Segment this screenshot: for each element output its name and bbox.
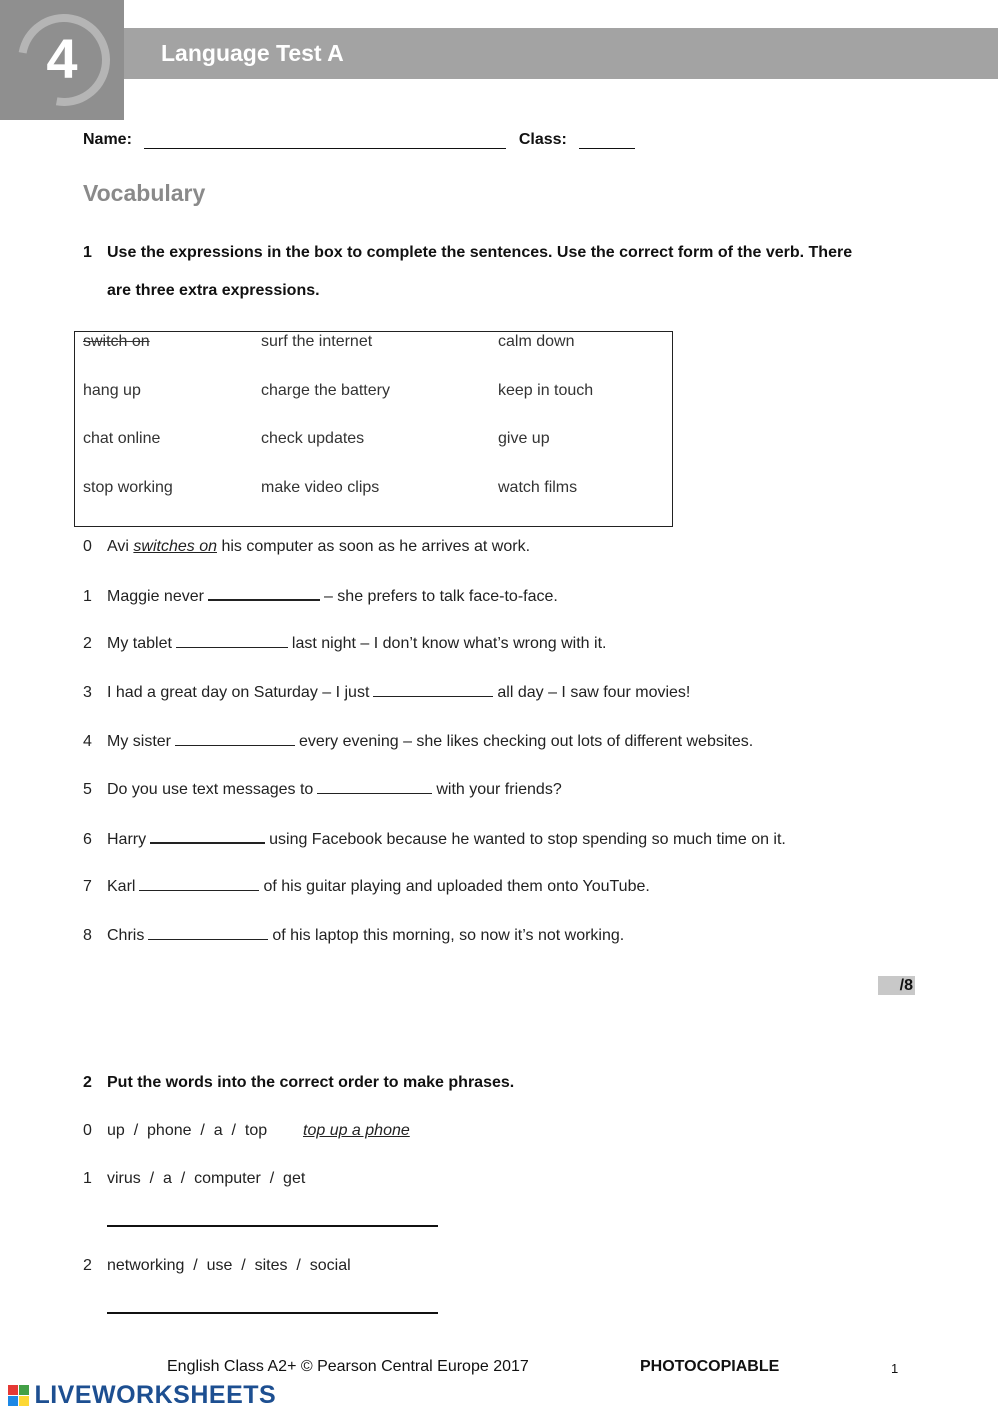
word-box-item: keep in touch — [498, 382, 594, 399]
name-field[interactable] — [144, 132, 506, 149]
item-text-after: – she prefers to talk face-to-face. — [323, 588, 558, 605]
exercise2-instruction-text: Put the words into the correct order to make phrases. — [107, 1074, 515, 1091]
exercise2-item — [83, 1170, 305, 1188]
word-box-item: charge the battery — [261, 382, 390, 399]
word-box-item: calm down — [498, 333, 575, 350]
answer-blank[interactable] — [317, 781, 432, 794]
exercise1-item — [83, 635, 606, 653]
exercise2-number: 2 — [83, 1074, 92, 1091]
word-box-item: stop working — [83, 479, 173, 496]
example-answer: switches on — [133, 538, 217, 555]
footer-copyright: English Class A2+ © Pearson Central Europe 2017 — [167, 1358, 529, 1375]
word-box-item-used: switch on — [83, 333, 150, 350]
item-number: 1 — [83, 1170, 92, 1187]
page-number: 1 — [891, 1361, 899, 1376]
word-box-item: check updates — [261, 430, 365, 447]
item-text-after: every evening – she likes checking out lots of different websites. — [299, 733, 754, 750]
exercise2-instruction — [83, 1064, 943, 1102]
item-text-after: with your friends? — [436, 781, 562, 798]
answer-blank[interactable] — [150, 830, 265, 844]
class-field[interactable] — [579, 132, 635, 149]
item-text-after: last night – I don’t know what’s wrong with it. — [291, 635, 607, 652]
scrambled-words: up / phone / a / top — [107, 1122, 268, 1139]
liveworksheets-logo[interactable] — [8, 1381, 276, 1407]
exercise1-item — [83, 927, 624, 945]
item-text-before: My tablet — [107, 635, 172, 652]
footer-photocopiable: PHOTOCOPIABLE — [640, 1358, 780, 1375]
word-box-item: give up — [498, 430, 550, 447]
answer-blank[interactable] — [139, 878, 259, 891]
header-bar — [124, 28, 998, 79]
unit-number: 4 — [46, 27, 78, 90]
answer-blank[interactable] — [176, 635, 288, 648]
item-number: 4 — [83, 733, 92, 750]
score-box — [878, 976, 915, 995]
unit-badge — [0, 0, 124, 120]
class-label: Class: — [518, 131, 567, 148]
word-box-item: hang up — [83, 382, 141, 399]
item-number: 5 — [83, 781, 92, 798]
item-text-before: Karl — [107, 878, 136, 895]
example-answer: top up a phone — [303, 1122, 410, 1139]
item-text-after: all day – I saw four movies! — [497, 684, 691, 701]
word-box-item: make video clips — [261, 479, 380, 496]
word-box — [74, 331, 673, 527]
score-total: /8 — [899, 977, 913, 994]
item-text-after: using Facebook because he wanted to stop spending so much time on it. — [269, 831, 786, 848]
exercise1-instruction-line2: are three extra expressions. — [107, 282, 320, 299]
item-text-before: Maggie never — [107, 588, 204, 605]
item-text-after: his computer as soon as he arrives at work. — [221, 538, 531, 555]
exercise1-item — [83, 878, 650, 896]
exercise1-instruction-line1: Use the expressions in the box to complete the sentences. Use the correct form of the verb. There — [107, 244, 853, 261]
exercise2-example — [83, 1122, 410, 1140]
exercise1-item — [83, 587, 558, 606]
exercise1-item — [83, 733, 753, 751]
answer-blank[interactable] — [175, 733, 295, 746]
item-text-after: of his guitar playing and uploaded them onto YouTube. — [263, 878, 650, 895]
page-title: Language Test A — [161, 40, 344, 66]
exercise1-number: 1 — [83, 244, 92, 261]
item-text-before: My sister — [107, 733, 171, 750]
answer-blank[interactable] — [148, 927, 268, 940]
exercise1-item — [83, 684, 690, 702]
exercise2-item — [83, 1257, 351, 1275]
exercise1-item — [83, 781, 562, 799]
answer-blank[interactable] — [208, 587, 320, 601]
item-number: 2 — [83, 1257, 92, 1274]
exercise1-example — [83, 538, 530, 556]
liveworksheets-brand: LIVEWORKSHEETS — [34, 1381, 277, 1409]
item-text-before: Chris — [107, 927, 145, 944]
item-number: 0 — [83, 1122, 92, 1139]
item-text-after: of his laptop this morning, so now it’s not working. — [272, 927, 625, 944]
name-label: Name: — [83, 131, 132, 148]
liveworksheets-blocks-icon — [8, 1385, 30, 1407]
scrambled-words: networking / use / sites / social — [107, 1257, 351, 1274]
exercise1-instruction — [83, 234, 943, 314]
item-text-before: Harry — [107, 831, 147, 848]
item-number: 8 — [83, 927, 92, 944]
item-number: 6 — [83, 831, 92, 848]
item-text-before: I had a great day on Saturday – I just — [107, 684, 370, 701]
scrambled-words: virus / a / computer / get — [107, 1170, 306, 1187]
exercise1-item — [83, 830, 786, 849]
word-box-item: chat online — [83, 430, 161, 447]
answer-line[interactable] — [107, 1312, 438, 1314]
answer-line[interactable] — [107, 1225, 438, 1227]
word-box-item: watch films — [498, 479, 578, 496]
student-info-row — [83, 131, 635, 149]
item-number: 2 — [83, 635, 92, 652]
item-number: 7 — [83, 878, 92, 895]
item-number: 0 — [83, 538, 92, 555]
item-number: 1 — [83, 588, 92, 605]
answer-blank[interactable] — [373, 684, 493, 697]
section-title-vocabulary: Vocabulary — [83, 180, 206, 206]
item-text-before: Avi — [107, 538, 129, 555]
item-text-before: Do you use text messages to — [107, 781, 314, 798]
word-box-item: surf the internet — [261, 333, 373, 350]
item-number: 3 — [83, 684, 92, 701]
